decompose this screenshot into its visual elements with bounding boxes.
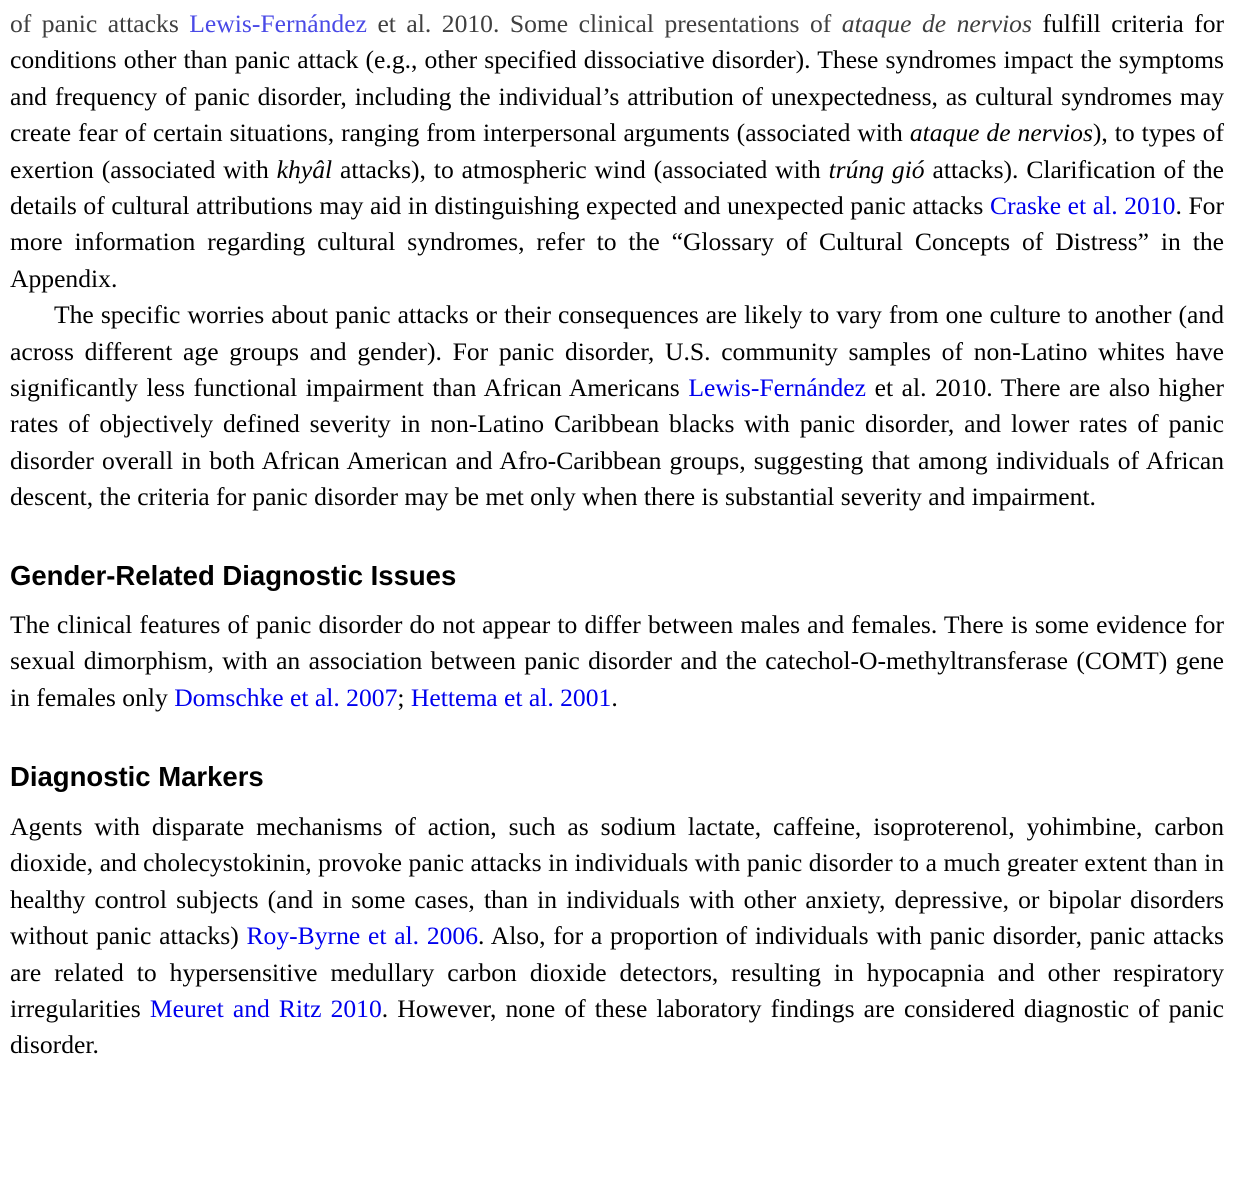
text-run: et al. 2010. There are also higher rates of objectively defined severity in non-Latino Caribbean blacks with panic disorder, and lower rates of panic disorder overall in both African American and Afro-Caribbean groups, suggesting that among individuals of African descent, the criteria for panic disorder may be met only when there is substantial severity and impairment. [10,373,1225,512]
citation-link-meuret-ritz[interactable]: Meuret and Ritz 2010 [149,993,382,1023]
gender-paragraph [10,607,1224,716]
section-heading-diagnostic-markers: Diagnostic Markers [10,760,264,792]
citation-link-lewis-fernandez[interactable]: Lewis-Fernández [688,373,867,403]
cultural-paragraph-1 [10,6,1224,297]
section-heading-gender-related-diagnostic-issues: Gender-Related Diagnostic Issues [10,559,457,591]
italic-term-khyal: khyâl [276,154,333,184]
italic-term-ataque-de-nervios: ataque de nervios [909,118,1093,148]
text-run: of panic attacks [10,9,190,38]
text-run: . Also, for a proportion of individuals with panic disorder, panic attacks are related to hypersensitive medullary carbon dioxide detectors, resulting in hypocapnia and other respiratory irregularities [10,921,1225,1023]
citation-link-roy-byrne[interactable]: Roy-Byrne et al. 2006 [246,921,479,951]
document-body [10,6,1224,1064]
text-run: . However, none of these laboratory findings are considered diagnostic of panic disorder. [10,993,1224,1060]
italic-term-ataque-de-nervios: ataque de nervios [841,9,1032,38]
text-run: The specific worries about panic attacks or their consequences are likely to vary from one culture to another (and across different age groups and gender). For panic disorder, U.S. community samples of non-Latino whites have significantly less functional impairment than African Americans [10,300,1224,403]
text-run: ; [397,682,411,712]
text-run: The clinical features of panic disorder do not appear to differ between males and females. There is some evidence for sexual dimorphism, with an association between panic disorder and the catechol-O-methyltransferase (COMT) gene in females only [10,609,1224,712]
markers-paragraph [10,809,1224,1064]
citation-link-hettema[interactable]: Hettema et al. 2001 [410,682,612,712]
faded-first-line [10,9,1032,38]
text-run: attacks). Clarification of the details of cultural attributions may aid in distinguishing expected and unexpected panic attacks [10,154,1224,221]
text-run: Agents with disparate mechanisms of action, such as sodium lactate, caffeine, isoproterenol, yohimbine, carbon dioxide, and cholecystokinin, provoke panic attacks in individuals with panic disorder to a much greater extent than in healthy control subjects (and in some cases, than in individuals with other anxiety, depressive, or bipolar disorders without panic attacks) [10,811,1224,951]
text-run: . [611,682,618,712]
text-run: fulfill criteria for conditions other than panic attack (e.g., other specified dissociative disorder). These syndromes impact the symptoms and frequency of panic disorder, including the individual’s attribution of unexpectedness, as cultural syndromes may create fear of certain situations, ranging from interpersonal arguments (associated with [10,9,1225,148]
italic-term-trung-gio: trúng gió [828,154,925,184]
text-run: attacks), to atmospheric wind (associated with [332,154,829,184]
citation-link-domschke[interactable]: Domschke et al. 2007 [174,682,398,712]
text-run: . For more information regarding cultural syndromes, refer to the “Glossary of Cultural Concepts of Distress” in the Appendix. [10,191,1224,293]
text-run: ), to types of exertion (associated with [10,118,1224,184]
citation-link-lewis-fernandez[interactable]: Lewis-Fernández [189,9,367,38]
cultural-paragraph-2 [10,297,1224,515]
text-run: et al. 2010. Some clinical presentations of [366,9,842,38]
citation-link-craske[interactable]: Craske et al. 2010 [990,191,1176,221]
